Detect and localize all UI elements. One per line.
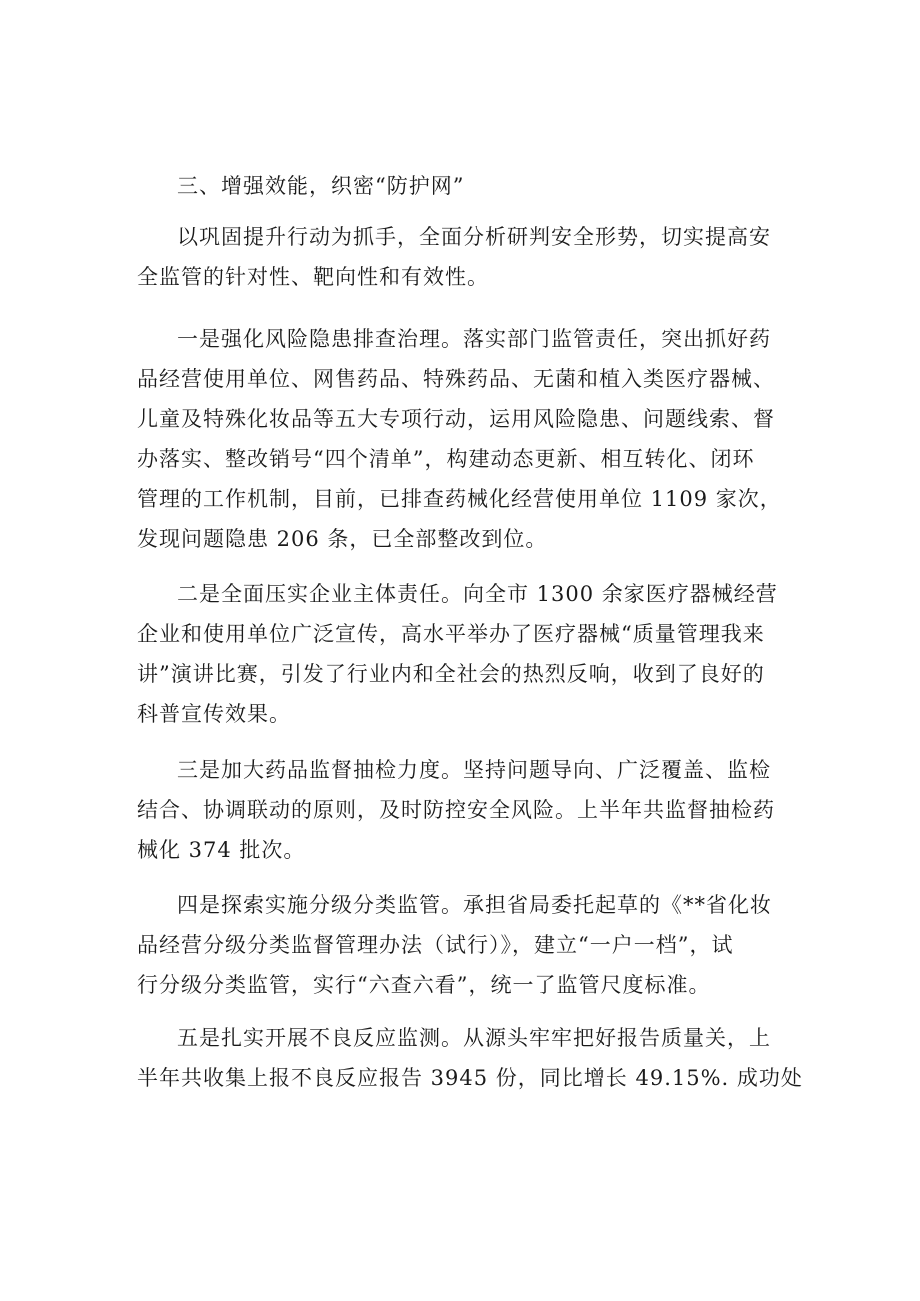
paragraph-item-4 xyxy=(137,885,817,1005)
paragraph-line: 行分级分类监管，实行“六查六看”，统一了监管尺度标准。 xyxy=(137,973,711,997)
paragraph-line: 品经营分级分类监督管理办法（试行）》，建立“一户一档”，试 xyxy=(137,933,734,957)
paragraph-line: 科普宣传效果。 xyxy=(137,702,291,726)
paragraph-line: 二是全面压实企业主体责任。向全市 1300 余家医疗器械经营 xyxy=(177,582,778,606)
paragraph-line: 械化 374 批次。 xyxy=(137,838,306,862)
paragraph-line: 办落实、整改销号“四个清单”，构建动态更新、相互转化、闭环 xyxy=(137,447,755,471)
paragraph-line: 半年共收集上报不良反应报告 3945 份，同比增长 49.15%. 成功处 xyxy=(137,1066,803,1090)
paragraph-line: 结合、协调联动的原则，及时防控安全风险。上半年共监督抽检药 xyxy=(137,798,775,822)
paragraph-line: 发现问题隐患 206 条，已全部整改到位。 xyxy=(137,527,548,551)
paragraph-line: 全监管的针对性、靶向性和有效性。 xyxy=(137,265,489,289)
paragraph-line: 三是加大药品监督抽检力度。坚持问题导向、广泛覆盖、监检 xyxy=(177,758,771,782)
paragraph-line: 一是强化风险隐患排查治理。落实部门监管责任，突出抓好药 xyxy=(177,327,771,351)
paragraph-line: 讲”演讲比赛，引发了行业内和全社会的热烈反响，收到了良好的 xyxy=(137,662,765,686)
section-heading: 三、增强效能，织密“防护网” xyxy=(177,174,465,198)
paragraph-item-2 xyxy=(137,574,817,734)
paragraph-line: 四是探索实施分级分类监管。承担省局委托起草的《**省化妆 xyxy=(177,893,772,917)
paragraph-item-5 xyxy=(137,1018,817,1098)
paragraph-line: 管理的工作机制，目前，已排查药械化经营使用单位 1109 家次， xyxy=(137,487,782,511)
paragraph-item-1 xyxy=(137,319,817,559)
paragraph-line: 儿童及特殊化妆品等五大专项行动，运用风险隐患、问题线索、督 xyxy=(137,407,775,431)
paragraph-item-3 xyxy=(137,750,817,870)
paragraph-line: 企业和使用单位广泛宣传，高水平举办了医疗器械“质量管理我来 xyxy=(137,622,765,646)
paragraph-line: 以巩固提升行动为抓手，全面分析研判安全形势，切实提高安 xyxy=(177,225,771,249)
paragraph-line: 五是扎实开展不良反应监测。从源头牢牢把好报告质量关，上 xyxy=(177,1026,771,1050)
paragraph-line: 品经营使用单位、网售药品、特殊药品、无菌和植入类医疗器械、 xyxy=(137,367,775,391)
section-heading-block xyxy=(137,166,817,206)
paragraph-intro xyxy=(137,217,817,297)
